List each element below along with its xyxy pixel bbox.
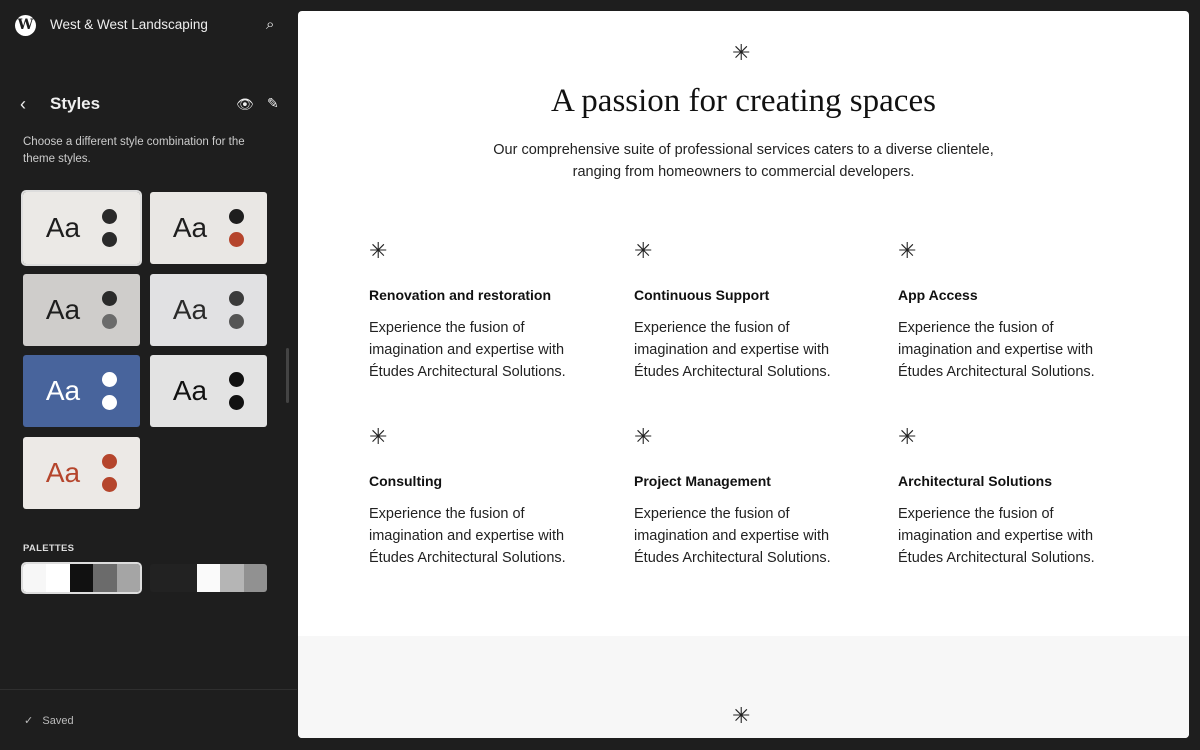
color-dots bbox=[102, 454, 117, 492]
color-dot bbox=[102, 314, 117, 329]
saved-label: Saved bbox=[42, 715, 74, 727]
palette-swatch bbox=[244, 564, 267, 592]
color-dots bbox=[102, 209, 117, 247]
style-variation-card[interactable] bbox=[150, 192, 267, 264]
palettes-label: PALETTES bbox=[23, 543, 75, 554]
style-sample-text: Aa bbox=[45, 294, 81, 325]
color-dot bbox=[229, 232, 244, 247]
sidebar bbox=[0, 0, 297, 750]
asterisk-icon: ✳ bbox=[732, 40, 751, 65]
feature-item bbox=[898, 426, 1128, 569]
palette-option[interactable] bbox=[23, 564, 140, 592]
feature-text: Experience the fusion of imagination and expertise with Études Architectural Solutions. bbox=[634, 320, 831, 380]
feature-item bbox=[634, 240, 864, 383]
color-dot bbox=[102, 232, 117, 247]
panel-title: Styles bbox=[50, 94, 101, 113]
style-sample-text: Aa bbox=[172, 294, 208, 325]
palette-swatch bbox=[70, 564, 93, 592]
saved-status bbox=[24, 714, 74, 727]
palette-swatch bbox=[117, 564, 140, 592]
color-dot bbox=[102, 209, 117, 224]
feature-title: App Access bbox=[898, 287, 978, 303]
feature-text: Experience the fusion of imagination and expertise with Études Architectural Solutions. bbox=[369, 320, 566, 380]
feature-item bbox=[634, 426, 864, 569]
feature-title: Architectural Solutions bbox=[898, 473, 1053, 489]
color-dots bbox=[229, 372, 244, 410]
asterisk-icon: ✳ bbox=[732, 703, 751, 728]
asterisk-icon: ✳ bbox=[898, 238, 917, 263]
asterisk-icon: ✳ bbox=[634, 238, 653, 263]
feature-title: Project Management bbox=[634, 473, 771, 489]
color-dot bbox=[229, 372, 244, 387]
color-dots bbox=[229, 209, 244, 247]
asterisk-icon: ✳ bbox=[369, 238, 388, 263]
palette-swatch bbox=[46, 564, 69, 592]
search-icon[interactable]: ⌕ bbox=[266, 16, 275, 33]
feature-text: Experience the fusion of imagination and expertise with Études Architectural Solutions. bbox=[634, 506, 831, 566]
style-sample-text: Aa bbox=[45, 375, 81, 406]
color-dot bbox=[229, 209, 244, 224]
scrollbar[interactable] bbox=[286, 348, 289, 403]
feature-title: Continuous Support bbox=[634, 287, 770, 303]
palette-swatch bbox=[93, 564, 116, 592]
style-sample-text: Aa bbox=[45, 457, 81, 488]
palette-swatch bbox=[23, 564, 46, 592]
style-variation-card[interactable] bbox=[23, 355, 140, 427]
style-sample-text: Aa bbox=[45, 212, 81, 243]
color-dots bbox=[102, 372, 117, 410]
feature-text: Experience the fusion of imagination and expertise with Études Architectural Solutions. bbox=[898, 506, 1095, 566]
style-sample-text: Aa bbox=[172, 375, 208, 406]
style-variation-card[interactable] bbox=[23, 192, 140, 264]
palette-swatch bbox=[173, 564, 196, 592]
style-variation-card[interactable] bbox=[23, 274, 140, 346]
site-title[interactable]: West & West Landscaping bbox=[50, 17, 208, 32]
feature-item bbox=[898, 240, 1128, 383]
style-variation-card[interactable] bbox=[150, 355, 267, 427]
wordpress-logo-icon[interactable]: W bbox=[15, 15, 36, 36]
editor-canvas[interactable] bbox=[298, 11, 1189, 738]
color-dot bbox=[102, 395, 117, 410]
color-dot bbox=[102, 477, 117, 492]
asterisk-icon: ✳ bbox=[634, 424, 653, 449]
feature-title: Renovation and restoration bbox=[369, 287, 552, 303]
section-subtitle: Our comprehensive suite of professional services caters to a diverse clientele, ranging from homeowners to commercial developers. bbox=[493, 142, 994, 180]
style-variation-card[interactable] bbox=[150, 274, 267, 346]
color-dot bbox=[229, 291, 244, 306]
pencil-icon[interactable]: ✎ bbox=[267, 95, 279, 111]
color-dots bbox=[229, 291, 244, 329]
eye-icon[interactable]: 👁 bbox=[236, 96, 254, 112]
color-dot bbox=[102, 372, 117, 387]
color-dot bbox=[229, 314, 244, 329]
style-variation-card[interactable] bbox=[23, 437, 140, 509]
palette-swatch bbox=[197, 564, 220, 592]
back-chevron-icon[interactable]: ‹ bbox=[20, 94, 26, 114]
asterisk-icon: ✳ bbox=[898, 424, 917, 449]
feature-text: Experience the fusion of imagination and expertise with Études Architectural Solutions. bbox=[369, 506, 566, 566]
color-dot bbox=[102, 291, 117, 306]
palette-swatch bbox=[150, 564, 173, 592]
check-icon: ✓ bbox=[24, 715, 34, 727]
panel-description: Choose a different style combination for the theme styles. bbox=[23, 136, 245, 165]
color-dot bbox=[102, 454, 117, 469]
color-dot bbox=[229, 395, 244, 410]
feature-text: Experience the fusion of imagination and expertise with Études Architectural Solutions. bbox=[898, 320, 1095, 380]
style-sample-text: Aa bbox=[172, 212, 208, 243]
palette-option[interactable] bbox=[150, 564, 267, 592]
color-dots bbox=[102, 291, 117, 329]
feature-item bbox=[369, 240, 599, 383]
asterisk-icon: ✳ bbox=[369, 424, 388, 449]
feature-item bbox=[369, 426, 599, 569]
palette-swatch bbox=[220, 564, 243, 592]
section-heading: A passion for creating spaces bbox=[551, 83, 936, 119]
feature-title: Consulting bbox=[369, 473, 443, 489]
